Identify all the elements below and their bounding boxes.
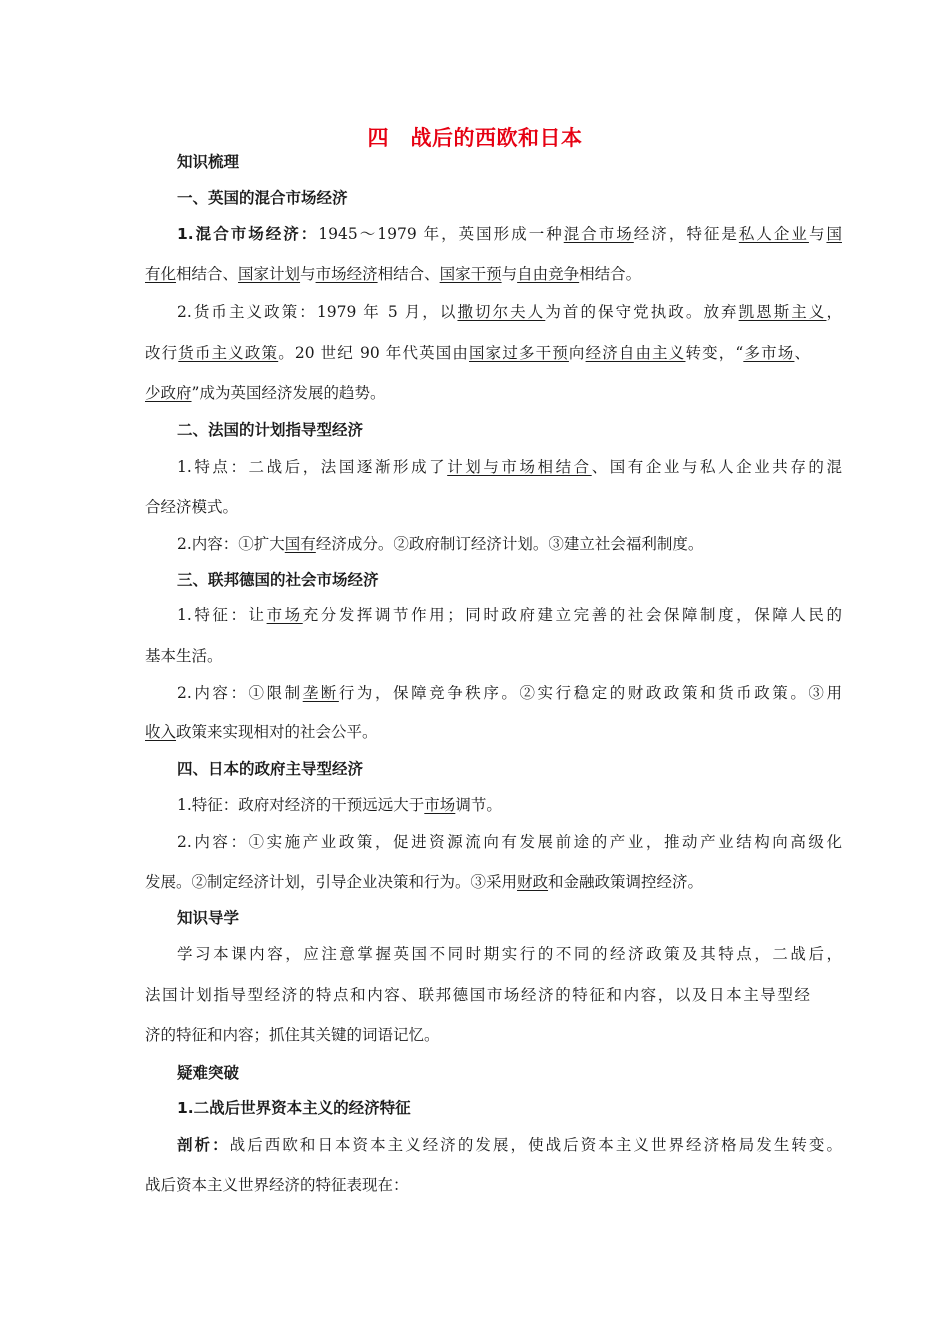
section-heading-difficulty: 疑难突破 [177, 1064, 240, 1082]
underlined-keyword: 垄断 [302, 684, 339, 702]
japan-item-2-line-1: 2.内容：①实施产业政策，促进资源流向有发展前途的产业，推动产业结构向高级化 [177, 833, 842, 851]
text: 相结合。 [579, 265, 642, 283]
britain-item-2-line-2 [145, 343, 810, 363]
underlined-keyword: 私人企业 [738, 225, 809, 243]
text: 2.内容：①扩大 [177, 535, 285, 553]
underlined-keyword: 多市场 [743, 344, 795, 362]
term-label: 剖析： [177, 1136, 230, 1154]
text: 2.货币主义政策：1979 年 5 月，以 [177, 303, 458, 321]
text: 行为，保障竞争秩序。②实行稳定的财政政策和货币政策。③用 [338, 684, 842, 702]
text: 相结合、 [377, 265, 440, 283]
analysis-line-1 [177, 1135, 842, 1155]
britain-item-1-line-2 [145, 264, 810, 284]
underlined-keyword: 市场 [424, 796, 456, 814]
text: 政策来实现相对的社会公平。 [176, 723, 378, 741]
underlined-keyword: 国家干预 [439, 265, 502, 283]
germany-item-2-line-1 [177, 683, 842, 703]
term-label: 1.混合市场经济： [177, 225, 319, 243]
underlined-keyword: 计划与市场相结合 [447, 458, 592, 476]
difficulty-subheading: 1.二战后世界资本主义的经济特征 [177, 1099, 411, 1117]
text: 1945～1979 年，英国形成一种 [318, 225, 564, 243]
text: 与 [501, 265, 518, 283]
britain-item-1-line-1 [177, 224, 842, 244]
text: 1.特点：二战后，法国逐渐形成了 [177, 458, 448, 476]
japan-item-1 [177, 795, 842, 815]
underlined-keyword: 有化 [145, 265, 177, 283]
underlined-keyword: 国家计划 [238, 265, 301, 283]
text: 、 [794, 344, 810, 362]
text: 发展。②制定经济计划，引导企业决策和行为。③采用 [145, 873, 518, 891]
section-heading-knowledge-review: 知识梳理 [177, 153, 240, 171]
text: ”成为英国经济发展的趋势。 [191, 384, 386, 402]
text: 战后西欧和日本资本主义经济的发展，使战后资本主义世界经济格局发生转变。 [229, 1136, 842, 1154]
underlined-keyword: 财政 [517, 873, 549, 891]
underlined-keyword: 混合市场 [563, 225, 634, 243]
france-item-2 [177, 534, 842, 554]
heading-britain: 一、英国的混合市场经济 [177, 189, 348, 207]
text: 调节。 [455, 796, 502, 814]
britain-item-2-line-1 [177, 302, 842, 322]
text: 1.特征：让 [177, 606, 267, 624]
text: 1.特征：政府对经济的干预远远大于 [177, 796, 425, 814]
text: 与 [300, 265, 316, 283]
underlined-keyword: 国有 [284, 535, 316, 553]
guide-line-1: 学习本课内容，应注意掌握英国不同时期实行的不同的经济政策及其特点，二战后， [177, 945, 842, 963]
text: 、国有企业与私人企业共存的混 [591, 458, 842, 476]
germany-item-1-line-1 [177, 605, 842, 625]
underlined-keyword: 货币主义政策 [178, 344, 279, 362]
text: 经济，特征是 [633, 225, 739, 243]
text: 。20 世纪 90 年代英国由 [278, 344, 470, 362]
text: 为首的保守党执政。放弃 [545, 303, 739, 321]
text: ， [826, 303, 842, 321]
text: 充分发挥调节作用；同时政府建立完善的社会保障制度，保障人民的 [302, 606, 842, 624]
germany-item-2-line-2 [145, 722, 810, 742]
britain-item-2-line-3 [145, 383, 810, 403]
france-item-1-line-1 [177, 457, 842, 477]
guide-line-3: 济的特征和内容；抓住其关键的词语记忆。 [145, 1026, 440, 1044]
underlined-keyword: 收入 [145, 723, 177, 741]
underlined-keyword: 市场 [266, 606, 303, 624]
germany-item-1-line-2: 基本生活。 [145, 647, 223, 665]
underlined-keyword: 少政府 [145, 384, 192, 402]
underlined-keyword: 市场经济 [315, 265, 378, 283]
text: 与 [808, 225, 827, 243]
text: 向 [568, 344, 586, 362]
text: 改行 [145, 344, 179, 362]
section-heading-knowledge-guide: 知识导学 [177, 909, 240, 927]
japan-item-2-line-2 [145, 872, 810, 892]
text: 相结合、 [176, 265, 239, 283]
text: 2.内容：①限制 [177, 684, 303, 702]
text: 转变，“ [685, 344, 744, 362]
france-item-1-line-2: 合经济模式。 [145, 498, 239, 516]
page-title: 四 战后的西欧和日本 [367, 126, 583, 150]
underlined-keyword: 国 [826, 225, 842, 243]
guide-line-2: 法国计划指导型经济的特点和内容、联邦德国市场经济的特征和内容，以及日本主导型经 [145, 986, 810, 1004]
heading-france: 二、法国的计划指导型经济 [177, 421, 364, 439]
underlined-keyword: 经济自由主义 [585, 344, 686, 362]
underlined-keyword: 自由竞争 [517, 265, 580, 283]
underlined-keyword: 撒切尔夫人 [457, 303, 546, 321]
analysis-line-2: 战后资本主义世界经济的特征表现在： [145, 1176, 409, 1194]
text: 和金融政策调控经济。 [548, 873, 704, 891]
underlined-keyword: 凯恩斯主义 [738, 303, 827, 321]
heading-west-germany: 三、联邦德国的社会市场经济 [177, 571, 379, 589]
heading-japan: 四、日本的政府主导型经济 [177, 760, 364, 778]
underlined-keyword: 国家过多干预 [469, 344, 569, 362]
text: 经济成分。②政府制订经济计划。③建立社会福利制度。 [315, 535, 704, 553]
